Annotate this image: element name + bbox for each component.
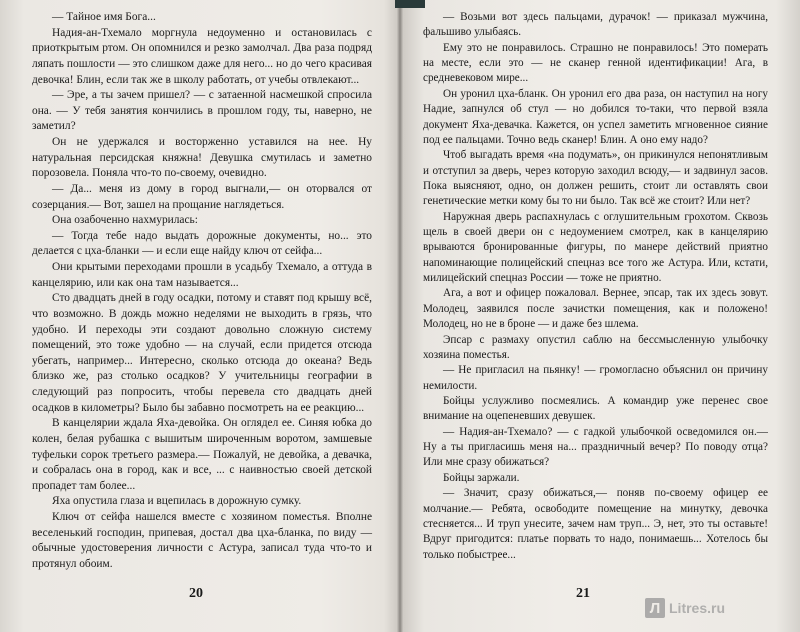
paragraph: — Эре, а ты зачем пришел? — с затаенной насмешкой спросила она. — У тебя занятия кончились в прошлом году, ты, наверно, не заметил?: [32, 89, 372, 133]
paragraph: — Значит, сразу обижаться,— поняв по-своему офицер ее молчание.— Ребята, освободите помещение на минутку, девочка стесняется... И труп унесите, зачем нам труп... Э, нет, это ты оставьте! Вдруг пригодится: платье порвать то надо, понимаешь... Хотелось бы только побыстрее...: [423, 487, 768, 561]
paragraph: Бойцы услужливо посмеялись. А командир уже перенес свое внимание на оцепеневших девушек.: [423, 394, 768, 423]
paragraph: Ключ от сейфа нашелся вместе с хозяином поместья. Вполне веселенький господин, припевая, достал два цха-бланка, по виду — обычные удостоверения личности с Астура, записал туда что-то и протянул обоим.: [32, 511, 372, 570]
paragraph: Ему это не понравилось. Страшно не понравилось! Это померать на месте, если это — не сканер генной идентификации! Ага, в средневековом мире...: [423, 41, 768, 85]
litres-watermark: [645, 598, 725, 618]
paragraph: Ага, а вот и офицер пожаловал. Вернее, эпсар, так их здесь зовут. Молодец, заявился после зачистки помещения, как и положено! Молодец, но не в броне — и даже без шлема.: [423, 287, 768, 331]
page-number-right: 21: [576, 586, 590, 601]
paragraph: — Тайное имя Бога...: [52, 11, 156, 23]
paragraph: Яха опустила глаза и вцепилась в дорожную сумку.: [52, 495, 302, 508]
paragraph: — Не пригласил на пьянку! — громогласно объяснил он причину немилости.: [423, 364, 768, 392]
watermark-text: Litres.ru: [669, 600, 726, 616]
paragraph: — Тогда тебе надо выдать дорожные документы, но... это делается с цха-бланки — и если еще найду ключ от сейфа...: [32, 229, 372, 258]
paragraph: Он уронил цха-бланк. Он уронил его два раза, он наступил на ногу Надие, запнулся об стул — но добился то-таки, что первой взяла документ Яха-девачка. Кажется, он успел заметить мгновенное сияние под ее пальцами. Точно ведь сканер! Блин. А оно ему надо?: [423, 87, 768, 146]
paragraph: — Да... меня из дому в город выгнали,— он оторвался от созерцания.— Вот, зашел на прощание наглядеться.: [32, 182, 372, 211]
paragraph: Бойцы заржали.: [443, 471, 520, 484]
spine-bookmark: [395, 0, 425, 8]
paragraph: Надия-ан-Тхемало моргнула недоуменно и остановилась с приоткрытым ртом. Он опомнился и резко замолчал. Два раза подряд ляпать пошлости — это слишком даже для него... но до чего красивая девочка! Блин, если так же в школу работать, от учебы отвлекают...: [32, 26, 372, 86]
litres-logo-icon: Л: [645, 598, 665, 618]
paragraph: В канцелярии ждала Яха-девойка. Он оглядел ее. Синяя юбка до колен, белая рубашка с вышитым широченным воротом, замшевые туфельки сорок третьего размера.— Пожалуй, не девойка, а девачка, и собралась она в город, как и все, ... с наивностью своей детской пропадет там более...: [32, 417, 372, 492]
paragraph: Он не удержался и восторженно уставился на нее. Ну натуральная персидская княжна! Девушка смутилась и заметно порозовела. Поняла что-то по-своему, очевидно.: [32, 136, 372, 180]
left-page: [32, 10, 372, 573]
paragraph: Они крытыми переходами прошли в усадьбу Тхемало, а оттуда в канцелярию, или как она там называется...: [32, 261, 372, 289]
page-number-left: 20: [189, 586, 203, 601]
paragraph: — Возьми вот здесь пальцами, дурачок! — приказал мужчина, фальшиво улыбаясь.: [423, 11, 768, 39]
paragraph: Наружная дверь распахнулась с оглушительным грохотом. Сквозь щель в своей двери он с недоумением смотрел, как в канцелярию врываются бронированные фигуры, по манере действий приятно напоминающие полицейский спецназ все того же Астура. Или, кстати, милицейский спецназ России — тоже не приятно.: [423, 210, 768, 285]
right-page: [423, 10, 768, 563]
paragraph: Она озабоченно нахмурилась:: [52, 214, 198, 227]
paragraph: Сто двадцать дней в году осадки, потому и ставят под крышу всё, что возможно. В дождь можно неделями не выходить в грязь, что удобно. И переходы эти создают довольно сложную систему помещений, это тоже удобно — на случай, если придется отсюда убегать, например... Интересно, сколько отсюда до океана? Ведь близко же, раз столько осадков? У учительницы географии в следующий раз попросить, чтобы перевела сто двадцать дней осадков в километры? Было бы забавно посмотреть на ее реакцию...: [32, 292, 372, 414]
paragraph: Чтоб выгадать время «на подумать», он прикинулся непонятливым и отступил за дверь, через которую заходил всюду,— и задвинул засов. Пока выясняют, одно, он должен решить, стоит ли оставлять свои генетические метки кому бы то ни было. Так всё же стоит? Или нет?: [423, 149, 768, 208]
paragraph: Эпсар с размаху опустил саблю на бессмысленную улыбочку хозяина поместья.: [423, 333, 768, 361]
paragraph: — Надия-ан-Тхемало? — с гадкой улыбочкой осведомился он.— Ну а ты пригласишь меня на... праздничный вечер? По поводу отца? Или мне сразу обижаться?: [423, 425, 768, 469]
